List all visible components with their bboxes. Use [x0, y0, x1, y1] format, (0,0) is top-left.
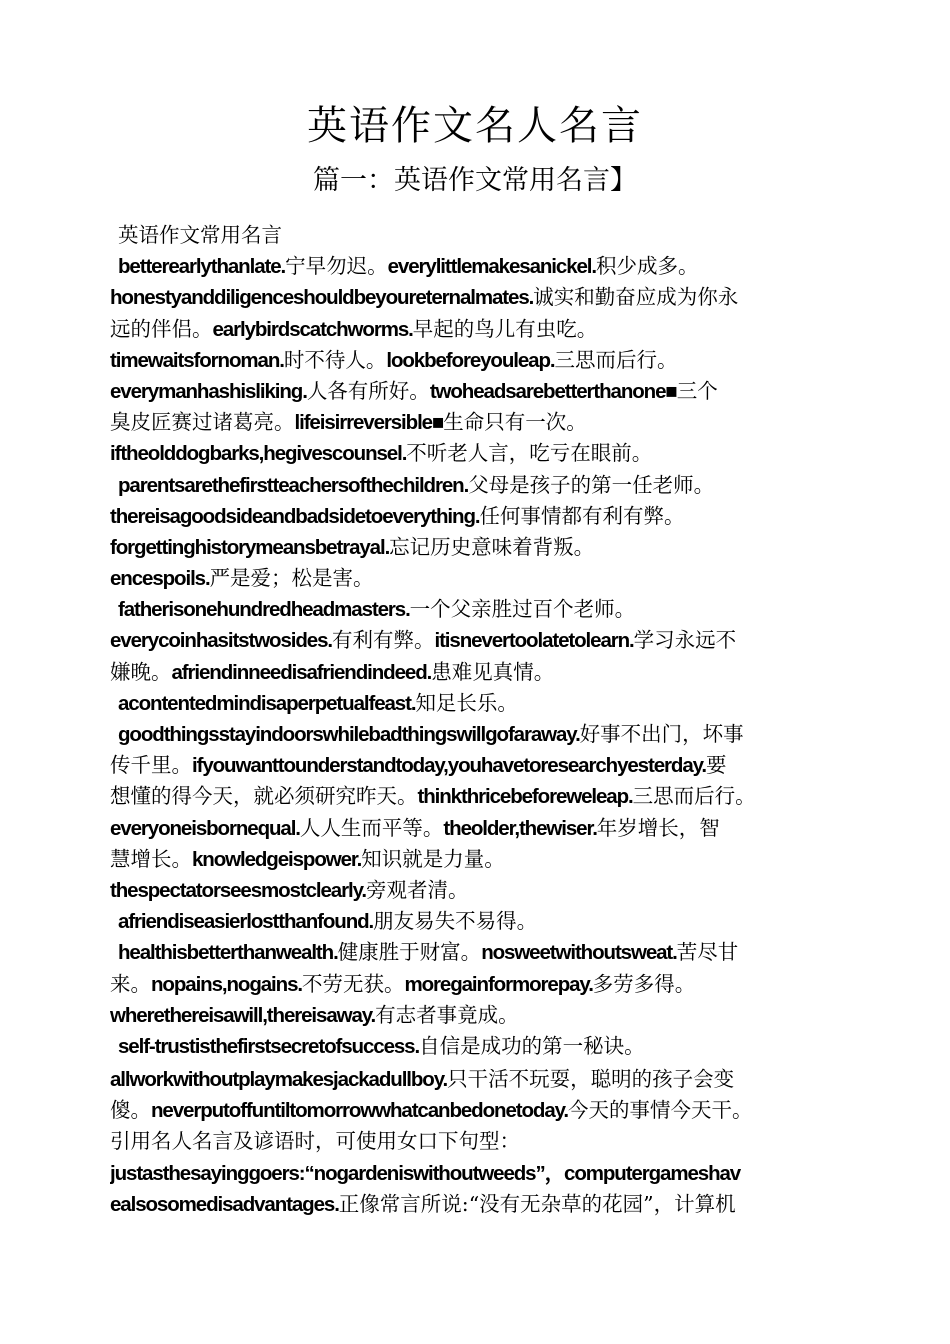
chinese-translation: 年岁增长，智 [596, 815, 720, 840]
chinese-translation: 英语作文常用名言 [118, 223, 282, 247]
chinese-translation: 传千里。 [110, 753, 192, 778]
text-line [110, 220, 842, 251]
chinese-translation: 正像常言所说:“没有无杂草的花园”，计算机 [338, 1191, 736, 1216]
english-quote: iftheolddogbarks,hegivescounsel. [110, 442, 407, 466]
text-line [110, 563, 842, 594]
chinese-translation: 三思而后行。 [554, 347, 678, 372]
english-quote: nopains,nogains. [151, 972, 302, 996]
english-quote: thereisagoodsideandbadsidetoeverything. [110, 504, 480, 528]
chinese-translation: 早起的鸟儿有虫吃。 [412, 316, 598, 341]
chinese-translation: 严是爱；松是害。 [209, 566, 374, 591]
text-line [110, 781, 842, 812]
chinese-translation: 健康胜于财富。 [337, 940, 482, 965]
english-quote: justasthesayinggoers:“nogardeniswithoutweeds”，computergameshav [110, 1161, 741, 1185]
english-quote: allworkwithoutplaymakesjackadullboy. [110, 1068, 448, 1092]
english-quote: wherethereisawill,thereisaway. [110, 1003, 376, 1027]
text-line [110, 282, 842, 313]
english-quote: ealsosomedisadvantages. [110, 1192, 339, 1216]
english-quote: lookbeforeyouleap. [386, 348, 555, 372]
chinese-translation: 旁观者清。 [365, 877, 469, 902]
chinese-translation: 人各有所好。 [306, 378, 430, 403]
chinese-translation: 时不待人。 [283, 347, 387, 372]
text-line [110, 1000, 842, 1031]
english-quote: everycoinhasitstwosides. [110, 629, 332, 653]
text-line [110, 501, 842, 532]
chinese-translation: 一个父亲胜过百个老师。 [409, 597, 636, 622]
chinese-translation: 自信是成功的第一秘诀。 [419, 1033, 645, 1058]
chinese-translation: 父母是孩子的第一任老师。 [468, 472, 715, 497]
english-quote: afriendiseasierlostthanfound. [118, 910, 374, 934]
english-quote: everymanhashisliking. [110, 379, 307, 403]
document-subtitle: 篇一：英语作文常用名言】 [313, 165, 637, 196]
english-quote: itisnevertoolatetolearn. [434, 629, 634, 653]
chinese-translation: 引用名人名言及谚语时，可使用女口下句型： [110, 1129, 520, 1154]
chinese-translation: 只干活不玩耍，聪明的孩子会变 [447, 1067, 735, 1092]
english-quote: everyoneisbornequal. [110, 816, 300, 840]
chinese-translation: 有志者事竟成。 [375, 1002, 519, 1027]
english-quote: betterearlythanlate. [118, 255, 286, 279]
chinese-translation: 不听老人言，吃亏在眼前。 [406, 441, 653, 466]
english-quote: theolder,thewiser. [443, 816, 597, 840]
english-quote: fatherisonehundredheadmasters. [118, 598, 410, 622]
english-quote: nosweetwithoutsweat. [481, 941, 677, 965]
chinese-translation: 慧增长。 [110, 846, 192, 871]
text-line [110, 688, 842, 719]
chinese-translation: 三个 [676, 378, 718, 403]
chinese-translation: 忘记历史意味着背叛。 [389, 534, 595, 559]
chinese-translation: 学习永远不 [633, 628, 737, 653]
text-line [110, 376, 842, 407]
text-line [110, 969, 842, 1000]
english-quote: earlybirdscatchworms. [212, 317, 413, 341]
english-quote: ifyouwanttounderstandtoday,youhavetoresearchyesterday. [192, 754, 706, 778]
text-line [110, 345, 842, 376]
text-line [110, 251, 842, 282]
text-line [110, 1095, 842, 1126]
chinese-translation: 积少成多。 [596, 254, 699, 279]
english-quote: moregainformorepay. [404, 972, 593, 996]
chinese-translation: 诚实和勤奋应成为你永 [533, 285, 739, 310]
chinese-translation: 想懂的得今天，就必须研究昨天。 [110, 784, 418, 809]
english-quote: goodthingsstayindoorswhilebadthingswillgofaraway. [118, 723, 580, 746]
text-line [110, 625, 842, 656]
chinese-translation: 生命只有一次。 [443, 410, 587, 435]
chinese-translation: 知识就是力量。 [361, 846, 505, 871]
chinese-translation: 不劳无获。 [301, 971, 405, 996]
chinese-translation: 患难见真情。 [431, 659, 555, 684]
english-quote: timewaitsfornoman. [110, 348, 284, 372]
text-line [110, 1189, 842, 1220]
english-quote: everylittlemakesanickel. [387, 255, 596, 279]
english-quote: thespectatorseesmostclearly. [110, 878, 366, 902]
text-line [110, 1031, 842, 1062]
chinese-translation: 傻。 [110, 1098, 151, 1123]
chinese-translation: 臭皮匠赛过诸葛亮。 [110, 410, 295, 435]
chinese-translation: 有利有弊。 [331, 628, 435, 653]
text-line [110, 470, 842, 501]
text-line [110, 532, 842, 563]
chinese-translation: 远的伴侣。 [110, 316, 213, 341]
text-line [110, 657, 842, 688]
text-line [110, 594, 842, 625]
text-line [110, 1064, 842, 1095]
chinese-translation: 苦尽甘 [676, 940, 739, 965]
english-quote: healthisbetterthanwealth. [118, 941, 338, 965]
english-quote: thinkthricebeforeweleap. [417, 785, 633, 809]
chinese-translation: 好事不出门，坏事 [579, 722, 744, 746]
text-line [110, 813, 842, 844]
english-quote: knowledgeispower. [192, 847, 362, 871]
english-quote: forgettinghistorymeansbetrayal. [110, 535, 390, 559]
chinese-translation: 人人生而平等。 [299, 815, 444, 840]
english-quote: afriendinneedisafriendindeed. [171, 660, 432, 684]
text-line [110, 407, 842, 438]
chinese-translation: 朋友易失不易得。 [373, 909, 538, 934]
english-quote: encespoils. [110, 567, 210, 591]
english-quote: neverputoffuntiltomorrowwhatcanbedonetoday. [151, 1099, 568, 1123]
english-quote: twoheadsarebetterthanone■ [429, 379, 677, 403]
chinese-translation: 要 [706, 753, 727, 778]
text-line [110, 937, 842, 968]
text-line [110, 438, 842, 469]
chinese-translation: 宁早勿迟。 [285, 254, 388, 279]
text-line [110, 844, 842, 875]
chinese-translation: 任何事情都有利有弊。 [479, 503, 685, 528]
chinese-translation: 三思而后行。 [632, 784, 756, 809]
english-quote: lifeisirreversible■ [294, 411, 444, 435]
text-line [110, 906, 842, 937]
text-line [110, 1126, 842, 1157]
chinese-translation: 嫌晚。 [110, 659, 172, 684]
text-line [110, 719, 842, 750]
text-line [110, 750, 842, 781]
text-line [110, 875, 842, 906]
text-line [110, 314, 842, 345]
chinese-translation: 知足长乐。 [415, 690, 518, 715]
chinese-translation: 来。 [110, 971, 151, 996]
chinese-translation: 多劳多得。 [592, 971, 696, 996]
english-quote: self-trustisthefirstsecretofsuccess. [118, 1034, 420, 1058]
english-quote: acontentedmindisaperpetualfeast. [118, 691, 416, 715]
chinese-translation: 今天的事情今天干。 [568, 1098, 753, 1123]
document-title: 英语作文名人名言 [307, 103, 643, 149]
english-quote: parentsarethefirstteachersofthechildren. [118, 473, 469, 497]
document-body [110, 220, 842, 1220]
english-quote: honestyanddiligenceshouldbeyoureternalmates. [110, 286, 534, 310]
text-line [110, 1158, 842, 1189]
